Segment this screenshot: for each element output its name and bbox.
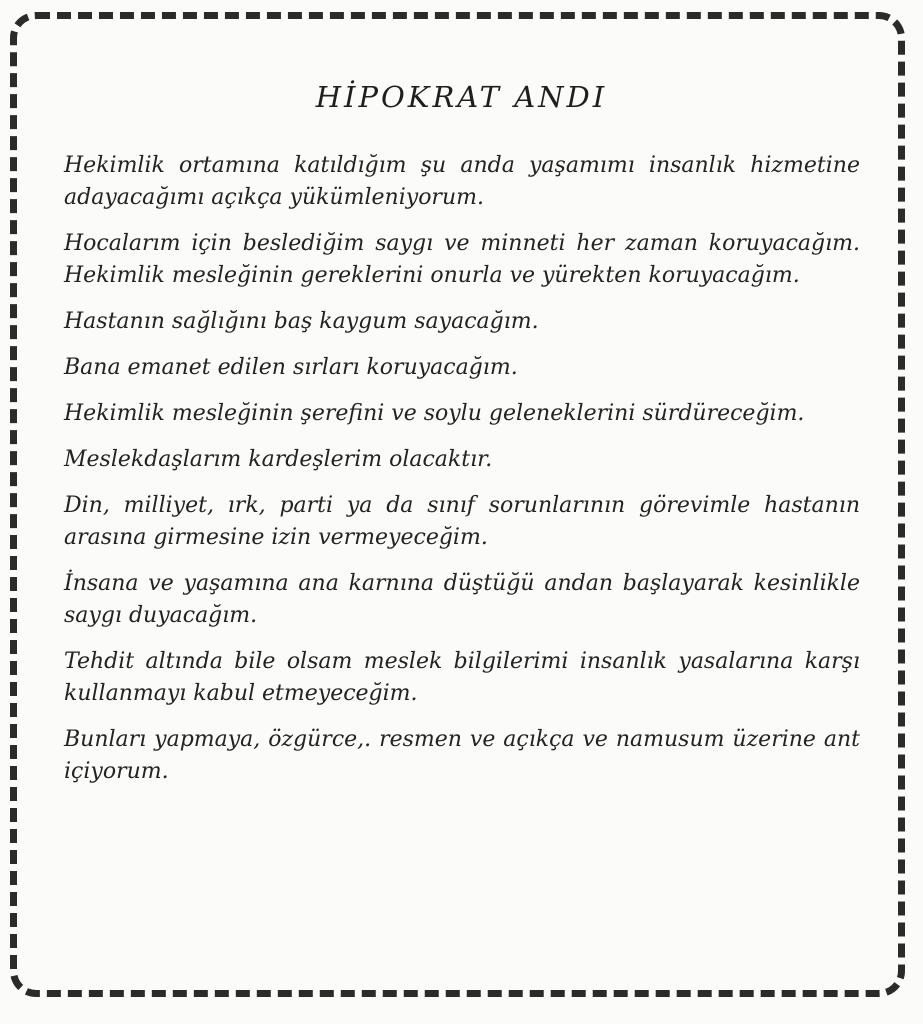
oath-paragraph: İnsana ve yaşamına ana karnına düştüğü andan başlayarak kesinlikle saygı duyacağım. bbox=[64, 571, 860, 628]
oath-paragraph: Hastanın sağlığını baş kaygum sayacağım. bbox=[64, 309, 539, 334]
oath-paragraph: Hekimlik mesleğinin şerefini ve soylu geleneklerini sürdüreceğim. bbox=[64, 401, 805, 426]
oath-paragraph: Bana emanet edilen sırları koruyacağım. bbox=[64, 355, 518, 380]
oath-paragraph: Hocalarım için beslediğim saygı ve minneti her zaman koruyacağım. Hekimlik mesleğinin gereklerini onurla ve yürekten koruyacağım. bbox=[64, 231, 860, 288]
oath-paragraph: Meslekdaşlarım kardeşlerim olacaktır. bbox=[64, 447, 493, 472]
oath-paragraph: Din, milliyet, ırk, parti ya da sınıf sorunlarının görevimle hastanın arasına girmesine izin vermeyeceğim. bbox=[64, 493, 860, 550]
oath-paragraph: Tehdit altında bile olsam meslek bilgilerimi insanlık yasalarına karşı kullanmayı kabul etmeyeceğim. bbox=[64, 649, 860, 706]
oath-text-body bbox=[64, 150, 860, 802]
oath-paragraph: Bunları yapmaya, özgürce,. resmen ve açıkça ve namusum üzerine ant içiyorum. bbox=[64, 727, 860, 784]
document-title: HİPOKRAT ANDI bbox=[315, 80, 608, 114]
oath-paragraph: Hekimlik ortamına katıldığım şu anda yaşamımı insanlık hizmetine adayacağımı açıkça yükümleniyorum. bbox=[64, 153, 860, 210]
